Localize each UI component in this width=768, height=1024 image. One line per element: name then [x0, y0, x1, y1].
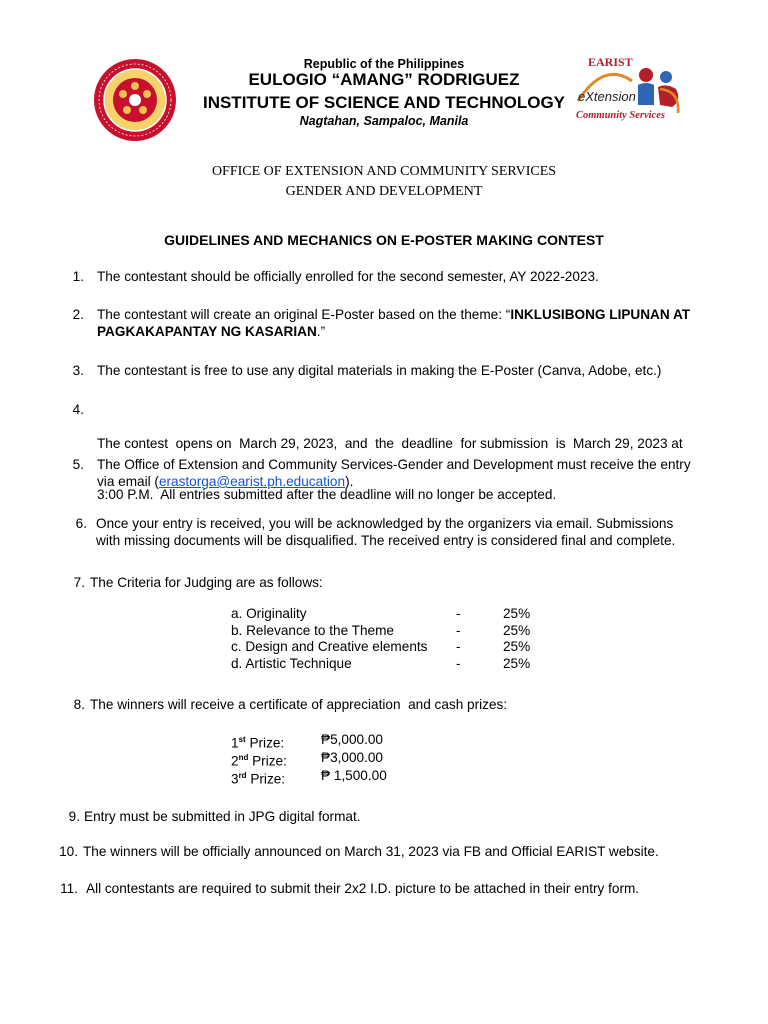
criteria-dash: - — [456, 622, 461, 638]
criteria-label: a. Originality — [231, 606, 307, 621]
prize-ordinal: st — [238, 735, 246, 744]
republic-heading: Republic of the Philippines — [303, 57, 465, 71]
criteria-row — [231, 656, 551, 673]
guideline-item-11: All contestants are required to submit their 2x2 I.D. picture to be attached in their entry form. — [86, 881, 640, 896]
document-title: GUIDELINES AND MECHANICS ON E-POSTER MAKING CONTEST — [164, 232, 604, 248]
criteria-percent: 25% — [503, 606, 531, 621]
criteria-label: c. Design and Creative elements — [231, 639, 428, 654]
criteria-label: d. Artistic Technique — [231, 655, 352, 671]
guideline-item-10: The winners will be officially announced on March 31, 2023 via FB and Official EARIST website. — [83, 844, 659, 859]
item-text: The contestant will create an original E-Poster based on the theme: “ — [97, 307, 511, 322]
prize-number: 1 — [231, 735, 239, 751]
extension-logo — [574, 55, 686, 127]
item-number: 9. — [68, 809, 80, 824]
prize-amount: ₱5,000.00 — [321, 732, 383, 747]
item-number: 5. — [72, 457, 84, 472]
theme-text: INKLUSIBONG LIPUNAN AT — [510, 307, 691, 322]
criteria-label: b. Relevance to the Theme — [231, 622, 394, 638]
item-text: ). — [345, 474, 354, 489]
item-number: 4. — [72, 402, 84, 417]
criteria-dash: - — [456, 639, 461, 654]
community-services-logo-text: Community Services — [576, 110, 665, 121]
prize-number: 3 — [231, 771, 239, 787]
guideline-item-9: Entry must be submitted in JPG digital format. — [84, 809, 361, 824]
guideline-item-2 — [97, 306, 737, 340]
item-text: .” — [316, 324, 326, 339]
institution-address: Nagtahan, Sampaloc, Manila — [299, 114, 469, 128]
criteria-row — [231, 623, 551, 640]
item-text: Once your entry is received, you will be acknowledged by the organizers via email. Submissions — [96, 516, 674, 531]
criteria-percent: 25% — [503, 639, 531, 654]
item-number: 10. — [59, 844, 78, 859]
item-number: 11. — [60, 881, 78, 896]
prize-ordinal: nd — [238, 753, 249, 762]
criteria-row — [231, 606, 551, 623]
earist-logo-text: EARIST — [588, 55, 633, 69]
item-number: 8. — [73, 697, 85, 712]
criteria-percent: 25% — [503, 622, 531, 638]
prize-ordinal: rd — [238, 771, 247, 780]
item-text: The contest opens on March 29, 2023, and the deadline for submission is March 29, 2023 at — [97, 436, 683, 451]
extension-logo-text: eXtension — [578, 89, 636, 104]
prize-table — [231, 731, 491, 785]
item-text: with missing documents will be disqualified. The received entry is considered final and complete. — [96, 533, 676, 548]
prize-number: 2 — [231, 753, 239, 769]
office-line1: OFFICE OF EXTENSION AND COMMUNITY SERVICES — [211, 164, 557, 179]
guideline-item-8: The winners will receive a certificate of appreciation and cash prizes: — [90, 697, 508, 712]
prize-label: Prize: — [245, 735, 285, 751]
item-text: The Office of Extension and Community Services-Gender and Development must receive the entry — [97, 457, 691, 472]
item-number: 3. — [72, 363, 84, 378]
criteria-percent: 25% — [503, 655, 531, 671]
prize-label: Prize: — [246, 771, 286, 787]
prize-amount: ₱3,000.00 — [321, 750, 383, 765]
guideline-item-6 — [96, 515, 746, 549]
institution-name-line2: INSTITUTE OF SCIENCE AND TECHNOLOGY — [202, 93, 566, 112]
item-number: 1. — [72, 269, 84, 284]
criteria-dash: - — [456, 606, 461, 621]
prize-row — [231, 767, 491, 785]
office-line2: GENDER AND DEVELOPMENT — [285, 184, 483, 199]
email-link[interactable]: erastorga@earist.ph.education — [158, 474, 346, 489]
guideline-item-1: The contestant should be officially enrolled for the second semester, AY 2022-2023. — [97, 269, 599, 284]
item-number: 6. — [75, 516, 87, 531]
item-text: 3:00 P.M. All entries submitted after the deadline will no longer be accepted. — [97, 487, 557, 502]
institution-name-line1: EULOGIO “AMANG” RODRIGUEZ — [248, 70, 520, 89]
item-number: 7. — [73, 575, 85, 590]
prize-label: Prize: — [248, 753, 287, 769]
item-number: 2. — [72, 307, 84, 322]
guideline-item-3: The contestant is free to use any digital materials in making the E-Poster (Canva, Adobe, etc.) — [97, 363, 662, 378]
criteria-row — [231, 639, 551, 656]
criteria-dash: - — [456, 655, 461, 671]
criteria-table — [231, 606, 551, 672]
theme-text: PAGKAKAPANTAY NG KASARIAN — [97, 324, 317, 339]
prize-row — [231, 749, 491, 767]
prize-row — [231, 731, 491, 749]
guideline-item-7: The Criteria for Judging are as follows: — [90, 575, 323, 590]
item-text: via email ( — [97, 474, 159, 489]
prize-place — [231, 767, 285, 789]
guideline-item-5 — [97, 456, 737, 490]
prize-amount: ₱ 1,500.00 — [321, 768, 387, 783]
